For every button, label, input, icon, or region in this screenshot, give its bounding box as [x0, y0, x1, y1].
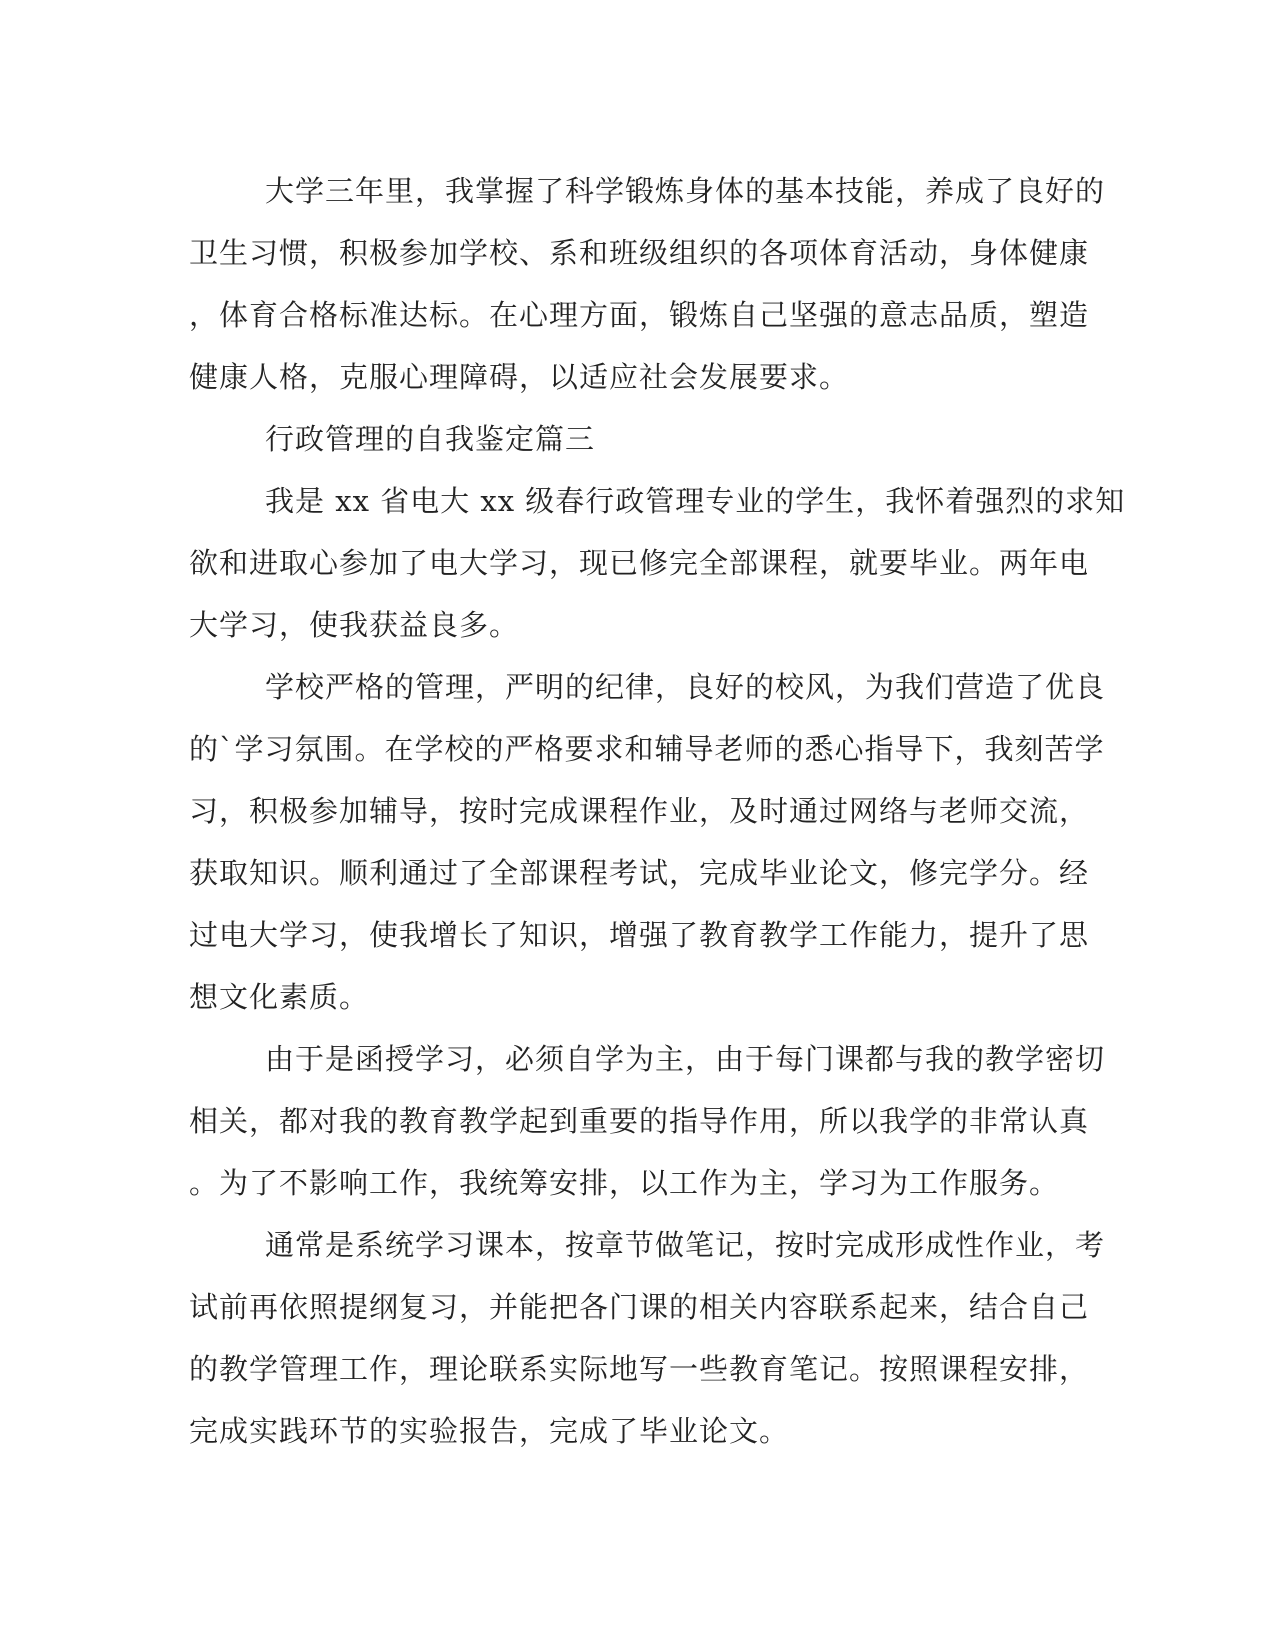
text-line: 我是 xx 省电大 xx 级春行政管理专业的学生，我怀着强烈的求知 [265, 484, 1126, 518]
section-heading [189, 408, 1089, 470]
text-line: 由于是函授学习，必须自学为主，由于每门课都与我的教学密切 [265, 1042, 1106, 1076]
text-line: 通常是系统学习课本，按章节做笔记，按时完成形成性作业，考 [265, 1228, 1106, 1262]
text-line: 过电大学习，使我增长了知识，增强了教育教学工作能力，提升了思 [189, 918, 1090, 952]
text-line: 卫生习惯，积极参加学校、系和班级组织的各项体育活动，身体健康 [189, 236, 1090, 270]
text-line: 学校严格的管理，严明的纪律，良好的校风，为我们营造了优良 [265, 670, 1106, 704]
document-body [189, 160, 1126, 1462]
text-line: 习，积极参加辅导，按时完成课程作业，及时通过网络与老师交流， [189, 794, 1090, 828]
text-line: 完成实践环节的实验报告，完成了毕业论文。 [189, 1414, 790, 1448]
text-line: 大学习，使我获益良多。 [189, 608, 520, 642]
text-line: 想文化素质。 [189, 980, 370, 1014]
text-line: 。为了不影响工作，我统筹安排，以工作为主，学习为工作服务。 [189, 1166, 1060, 1200]
text-line: 的教学管理工作，理论联系实际地写一些教育笔记。按照课程安排， [189, 1352, 1090, 1386]
paragraph-physical-health [189, 160, 1106, 408]
paragraph-introduction [189, 470, 1126, 656]
text-line: 大学三年里，我掌握了科学锻炼身体的基本技能，养成了良好的 [265, 174, 1106, 208]
paragraph-study-method [189, 1214, 1106, 1462]
text-line: 获取知识。顺利通过了全部课程考试，完成毕业论文，修完学分。经 [189, 856, 1090, 890]
text-line: 欲和进取心参加了电大学习，现已修完全部课程，就要毕业。两年电 [189, 546, 1090, 580]
text-line: 相关，都对我的教育教学起到重要的指导作用，所以我学的非常认真 [189, 1104, 1090, 1138]
text-line: 试前再依照提纲复习，并能把各门课的相关内容联系起来，结合自己 [189, 1290, 1090, 1324]
heading-text: 行政管理的自我鉴定篇三 [265, 422, 596, 456]
paragraph-school-management [189, 656, 1106, 1028]
text-line: ，体育合格标准达标。在心理方面，锻炼自己坚强的意志品质，塑造 [189, 298, 1090, 332]
paragraph-self-study [189, 1028, 1106, 1214]
text-line: 健康人格，克服心理障碍，以适应社会发展要求。 [189, 360, 850, 394]
text-line: 的`学习氛围。在学校的严格要求和辅导老师的悉心指导下，我刻苦学 [189, 732, 1105, 766]
